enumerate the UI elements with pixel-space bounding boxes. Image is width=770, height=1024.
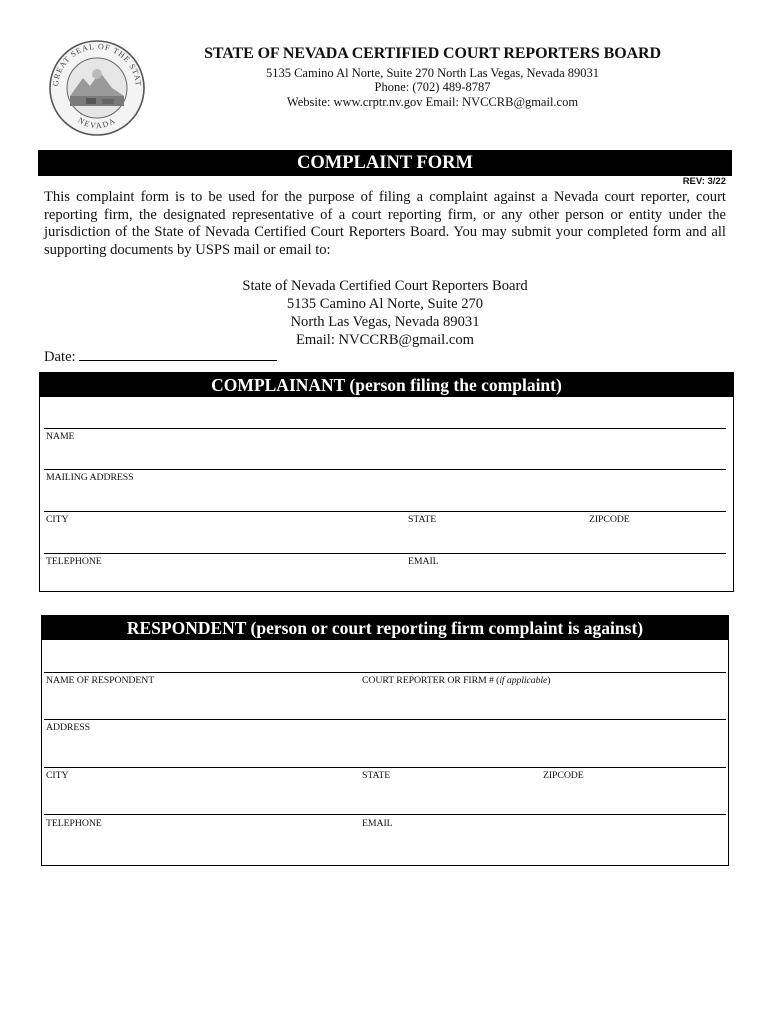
date-label: Date:	[44, 349, 76, 365]
complainant-zipcode-label: ZIPCODE	[589, 514, 630, 525]
complainant-phone-email-line[interactable]	[44, 553, 726, 554]
respondent-city-state-zip-line[interactable]	[44, 767, 726, 768]
respondent-zipcode-label: ZIPCODE	[543, 770, 584, 781]
respondent-name-label: NAME OF RESPONDENT	[46, 675, 155, 686]
svg-text:NEVADA: NEVADA	[76, 115, 118, 131]
respondent-state-label: STATE	[362, 770, 391, 781]
respondent-name-line[interactable]	[44, 672, 726, 673]
complainant-email-label: EMAIL	[408, 556, 439, 567]
respondent-address-line[interactable]	[44, 719, 726, 720]
form-title: COMPLAINT FORM	[38, 150, 732, 176]
complainant-mailing-address-line[interactable]	[44, 469, 726, 470]
board-name: STATE OF NEVADA CERTIFIED COURT REPORTERS BOARD	[204, 45, 661, 62]
respondent-section-title: RESPONDENT (person or court reporting firm complaint is against)	[42, 616, 728, 640]
complainant-city-label: CITY	[46, 514, 69, 525]
respondent-telephone-label: TELEPHONE	[46, 818, 102, 829]
board-website-email: Website: www.crptr.nv.gov Email: NVCCRB@gmail.com	[286, 95, 579, 109]
nevada-state-seal-icon	[38, 36, 156, 136]
complainant-city-state-zip-line[interactable]	[44, 511, 726, 512]
date-input-line[interactable]	[79, 348, 277, 361]
complainant-name-label: NAME	[46, 431, 75, 442]
mailing-address-line-2: 5135 Camino Al Norte, Suite 270	[286, 296, 484, 312]
respondent-address-label: ADDRESS	[46, 722, 90, 733]
respondent-city-label: CITY	[46, 770, 69, 781]
complainant-section	[39, 372, 734, 592]
mailing-address-line-1: State of Nevada Certified Court Reporters Board	[242, 278, 528, 294]
respondent-phone-email-line[interactable]	[44, 814, 726, 815]
respondent-email-label: EMAIL	[362, 818, 393, 829]
mailing-address-email: Email: NVCCRB@gmail.com	[295, 332, 475, 348]
complainant-state-label: STATE	[408, 514, 437, 525]
board-address-line: 5135 Camino Al Norte, Suite 270 North Las Vegas, Nevada 89031	[265, 66, 600, 80]
applicable-note: if applicable	[499, 675, 548, 686]
complainant-mailing-address-label: MAILING ADDRESS	[46, 472, 134, 483]
respondent-firm-number-label: COURT REPORTER OR FIRM # (if applicable)	[362, 675, 551, 686]
board-phone: Phone: (702) 489-8787	[374, 80, 491, 94]
intro-paragraph: This complaint form is to be used for the purpose of filing a complaint against a Nevada court reporter, court reporting firm, the designated representative of a court reporting firm, or any other person or entity under the jurisdiction of the State of Nevada Certified Court Reporters Board. You may submit your completed form and all supporting documents by USPS mail or email to:	[44, 189, 726, 258]
complainant-telephone-label: TELEPHONE	[46, 556, 102, 567]
respondent-section	[41, 615, 729, 866]
mailing-address-line-3: North Las Vegas, Nevada 89031	[290, 314, 480, 330]
svg-text:THE GREAT SEAL OF THE STATE OF: GREAT SEAL OF THE STAT	[50, 41, 144, 88]
revision-label: REV: 3/22	[682, 176, 726, 187]
complainant-section-title: COMPLAINANT (person filing the complaint)	[40, 373, 733, 397]
date-field	[44, 348, 277, 366]
complainant-name-line[interactable]	[44, 428, 726, 429]
